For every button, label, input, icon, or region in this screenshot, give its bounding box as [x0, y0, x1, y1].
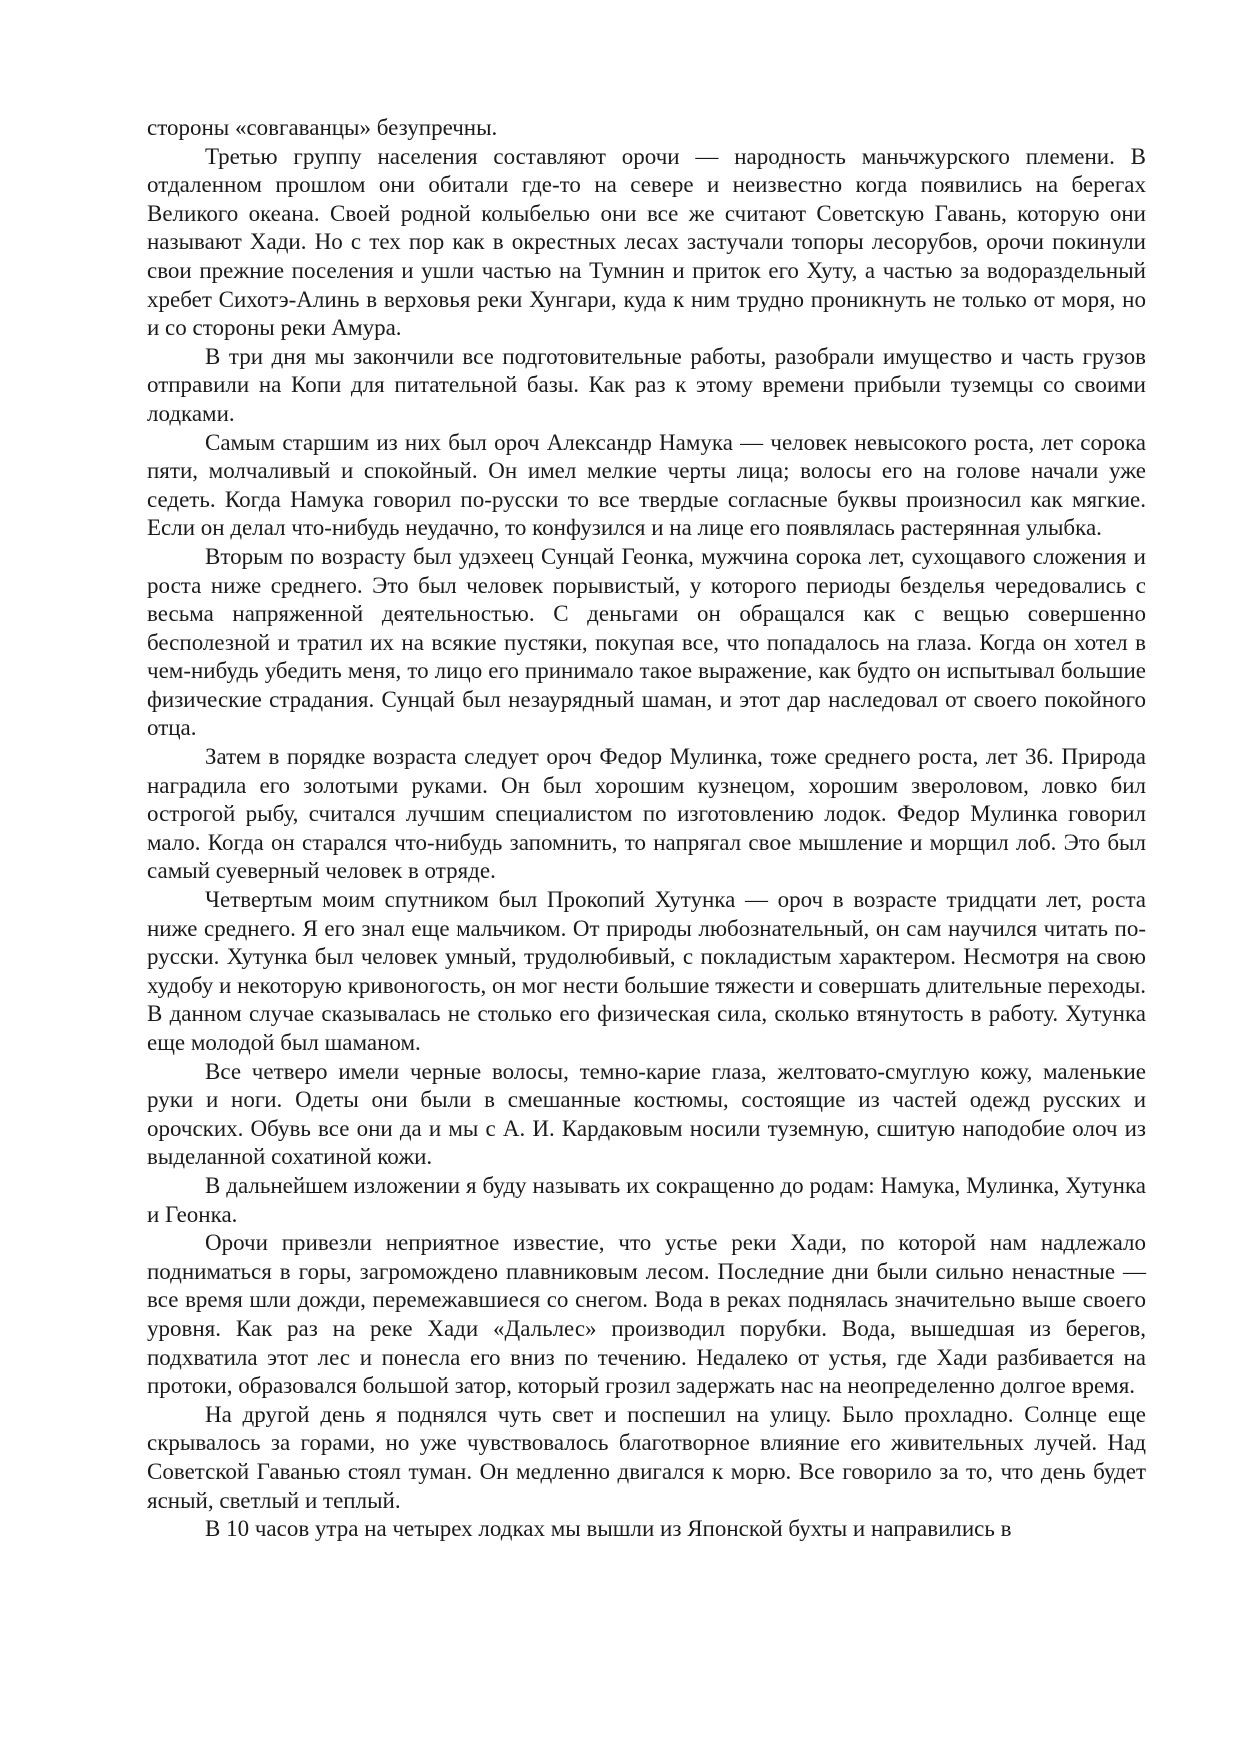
paragraph-namuka: Самым старшим из них был ороч Александр Намука — человек невысокого роста, лет сорока пяти, молчаливый и спокойный. Он имел мелкие черты лица; волосы его на голове начали уже седеть. Когда Намука говорил по-русски то все твердые согласные буквы произносил как мягкие. Если он делал что-нибудь неудачно, то конфузился и на лице его появлялась растерянная улыбка.: [147, 429, 1146, 541]
paragraph-continuation: стороны «совгаванцы» безупречны.: [147, 115, 498, 140]
paragraph-orochi-group: Третью группу населения составляют орочи — народность маньчжурского племени. В отдаленном прошлом они обитали где-то на севере и неизвестно когда появились на берегах Великого океана. Своей родной колыбелью они все же считают Советскую Гавань, которую они называют Хади. Но с тех пор как в окрестных лесах застучали топоры лесорубов, орочи покинули свои прежние поселения и ушли частью на Тумнин и приток его Хуту, а частью за водораздельный хребет Сихотэ-Алинь в верховья реки Хунгари, куда к ним трудно проникнуть не только от моря, но и со стороны реки Амура.: [147, 143, 1146, 341]
paragraph-appearance: Все четверо имели черные волосы, темно-карие глаза, желтовато-смуглую кожу, маленькие руки и ноги. Одеты они были в смешанные костюмы, состоящие из частей одежд русских и орочских. Обувь все они да и мы с А. И. Кардаковым носили туземную, сшитую наподобие олоч из выделанной сохатиной кожи.: [147, 1058, 1146, 1170]
paragraph-khutunka: Четвертым моим спутником был Прокопий Хутунка — ороч в возрасте тридцати лет, роста ниже среднего. Я его знал еще мальчиком. От природы любознательный, он сам научился читать по-русски. Хутунка был человек умный, трудолюбивый, с покладистым характером. Несмотря на свою худобу и некоторую кривоногость, он мог нести большие тяжести и совершать длительные переходы. В данном случае сказывалась не столько его физическая сила, сколько втянутость в работу. Хутунка еще молодой был шаманом.: [147, 887, 1146, 1055]
paragraph-geonka: Вторым по возрасту был удэхеец Сунцай Геонка, мужчина сорока лет, сухощавого сложения и роста ниже среднего. Это был человек порывистый, у которого периоды безделья чередовались с весьма напряженной деятельностью. С деньгами он обращался как с вещью совершенно бесполезной и тратил их на всякие пустяки, покупая все, что попадалось на глаза. Когда он хотел в чем-нибудь убедить меня, то лицо его принимало такое выражение, как будто он испытывал большие физические страдания. Сунцай был незаурядный шаман, и этот дар наследовал от своего покойного отца.: [147, 543, 1146, 741]
text-body: [147, 114, 1146, 1544]
paragraph-preparations: В три дня мы закончили все подготовительные работы, разобрали имущество и часть грузов отправили на Копи для питательной базы. Как раз к этому времени прибыли туземцы со своими лодками.: [147, 343, 1146, 426]
paragraph-departure: В 10 часов утра на четырех лодках мы вышли из Японской бухты и направились в: [205, 1516, 1012, 1542]
paragraph-news: Орочи привезли неприятное известие, что устье реки Хади, по которой нам надлежало подниматься в горы, загромождено плавниковым лесом. Последние дни были сильно ненастные — все время шли дожди, перемежавшиеся со снегом. Вода в реках поднялась значительно выше своего уровня. Как раз на реке Хади «Дальлес» производил порубки. Вода, вышедшая из берегов, подхватила этот лес и понесла его вниз по течению. Недалеко от устья, где Хади разбивается на протоки, образовался большой затор, который грозил задержать нас на неопределенно долгое время.: [147, 1230, 1146, 1399]
paragraph-mulinka: Затем в порядке возраста следует ороч Федор Мулинка, тоже среднего роста, лет 36. Природа наградила его золотыми руками. Он был хорошим кузнецом, хорошим звероловом, ловко бил острогой рыбу, считался лучшим специалистом по изготовлению лодок. Федор Мулинка говорил мало. Когда он старался что-нибудь запомнить, то напрягал свое мышление и морщил лоб. Это был самый суеверный человек в отряде.: [147, 744, 1146, 884]
paragraph-next-day: На другой день я поднялся чуть свет и поспешил на улицу. Было прохладно. Солнце еще скрывалось за горами, но уже чувствовалось благотворное влияние его живительных лучей. Над Советской Гаванью стоял туман. Он медленно двигался к морю. Все говорило за то, что день будет ясный, светлый и теплый.: [147, 1401, 1146, 1513]
paragraph-naming: В дальнейшем изложении я буду называть их сокращенно до родам: Намука, Мулинка, Хутунка и Геонка.: [147, 1172, 1146, 1227]
